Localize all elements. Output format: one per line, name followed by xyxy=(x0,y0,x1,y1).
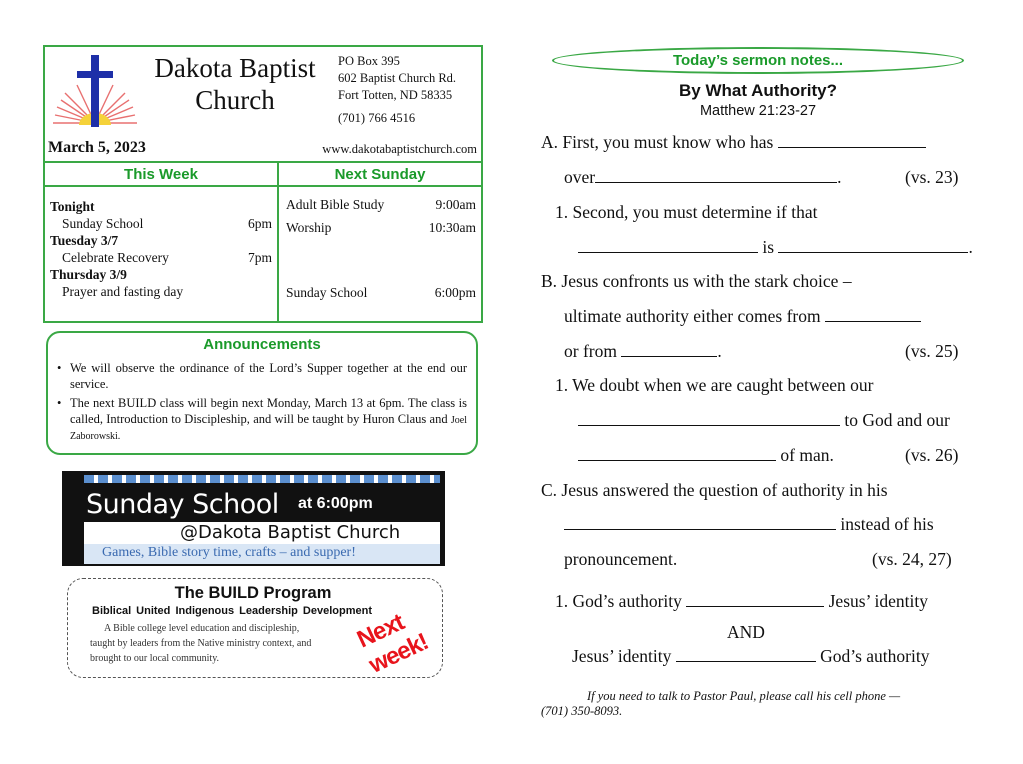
announcements-box xyxy=(46,331,478,455)
banner-location: @Dakota Baptist Church xyxy=(180,522,401,543)
church-phone: (701) 766 4516 xyxy=(338,111,416,125)
sermon-ref-c: (vs. 24, 27) xyxy=(872,549,952,569)
sermon-line-d1: 1. God’s authority Jesus’ identity xyxy=(555,591,928,611)
address-line2: 602 Baptist Church Rd. xyxy=(338,71,457,85)
cross-logo xyxy=(49,53,141,137)
list-item: Worship 10:30am xyxy=(286,220,476,235)
sermon-ref-a: (vs. 23) xyxy=(905,167,959,187)
list-item: Tonight xyxy=(50,199,95,214)
sermon-line-a3: 1. Second, you must determine if that xyxy=(555,202,818,222)
build-title: The BUILD Program xyxy=(174,584,332,602)
sermon-ref-b2: (vs. 26) xyxy=(905,445,959,465)
banner-time: at 6:00pm xyxy=(298,495,373,512)
church-name-line1: Dakota Baptist xyxy=(154,53,316,83)
next-sunday-heading: Next Sunday xyxy=(334,166,426,183)
sunday-school-banner xyxy=(62,471,445,566)
sermon-header: Today’s sermon notes... xyxy=(672,52,844,69)
sermon-line-a2: over . xyxy=(564,167,842,187)
pastor-contact: If you need to talk to Pastor Paul, please call his cell phone — (701) 350-8093. xyxy=(541,689,901,718)
build-description: A Bible college level education and discipleship, taught by leaders from the Native ministry context, and brought to our local community. xyxy=(90,623,312,664)
banner-title: Sunday School xyxy=(86,489,279,520)
banner-tagline: Games, Bible story time, crafts – and supper! xyxy=(102,545,356,560)
sermon-ref-b: (vs. 25) xyxy=(905,341,959,361)
list-item: Sunday School 6pm xyxy=(62,216,272,231)
sermon-line-b1: B. Jesus confronts us with the stark choice – xyxy=(541,271,852,291)
church-name xyxy=(135,52,335,116)
sermon-line-d2: Jesus’ identity God’s authority xyxy=(572,646,930,666)
sermon-line-a1: A. First, you must know who has xyxy=(541,132,926,152)
list-item: Adult Bible Study 9:00am xyxy=(286,197,476,212)
address-line3: Fort Totten, ND 58335 xyxy=(338,88,453,102)
announcements-heading: Announcements xyxy=(203,336,321,353)
sermon-and: AND xyxy=(727,622,765,642)
sermon-line-c2: instead of his xyxy=(564,514,934,534)
list-item: • We will observe the ordinance of the Lord’s Supper together at the end our service. xyxy=(57,361,467,391)
sermon-line-c3: pronouncement. xyxy=(564,549,678,569)
sermon-line-a4: is . xyxy=(578,237,973,257)
build-program-box xyxy=(67,578,443,678)
this-week-list xyxy=(50,198,272,300)
sermon-line-b4: 1. We doubt when we are caught between our xyxy=(555,375,874,395)
sermon-title: By What Authority? xyxy=(678,81,838,100)
announcements-list xyxy=(57,361,467,445)
list-item: Sunday School 6:00pm xyxy=(286,285,476,300)
sermon-line-b6: of man. xyxy=(578,445,834,465)
sermon-reference: Matthew 21:23-27 xyxy=(699,103,817,119)
next-week-stamp: Next week! xyxy=(353,608,433,679)
list-item: Thursday 3/9 xyxy=(50,267,127,282)
list-item: Celebrate Recovery 7pm xyxy=(62,250,272,265)
this-week-heading: This Week xyxy=(124,166,198,183)
sermon-line-b5: to God and our xyxy=(578,410,950,430)
build-subtitle: Biblical United Indigenous Leadership Development xyxy=(92,605,372,617)
schedule-box xyxy=(43,163,483,323)
church-header xyxy=(43,45,483,163)
list-item: • The next BUILD class will begin next Monday, March 13 at 6pm. The class is called, Introduction to Discipleship, and will be taught by Huron Claus and Joel Zaborowski. xyxy=(57,396,467,442)
church-website[interactable]: www.dakotabaptistchurch.com xyxy=(322,142,477,156)
address-line1: PO Box 395 xyxy=(338,54,400,68)
bulletin-date: March 5, 2023 xyxy=(48,139,146,156)
sermon-line-b3: or from . xyxy=(564,341,722,361)
list-item: Prayer and fasting day xyxy=(62,284,184,299)
list-item: Tuesday 3/7 xyxy=(50,233,119,248)
church-name-line2: Church xyxy=(195,85,275,115)
sermon-line-b2: ultimate authority either comes from xyxy=(564,306,921,326)
sermon-line-c1: C. Jesus answered the question of authority in his xyxy=(541,480,888,500)
next-sunday-list xyxy=(286,196,476,301)
church-address xyxy=(338,53,456,127)
